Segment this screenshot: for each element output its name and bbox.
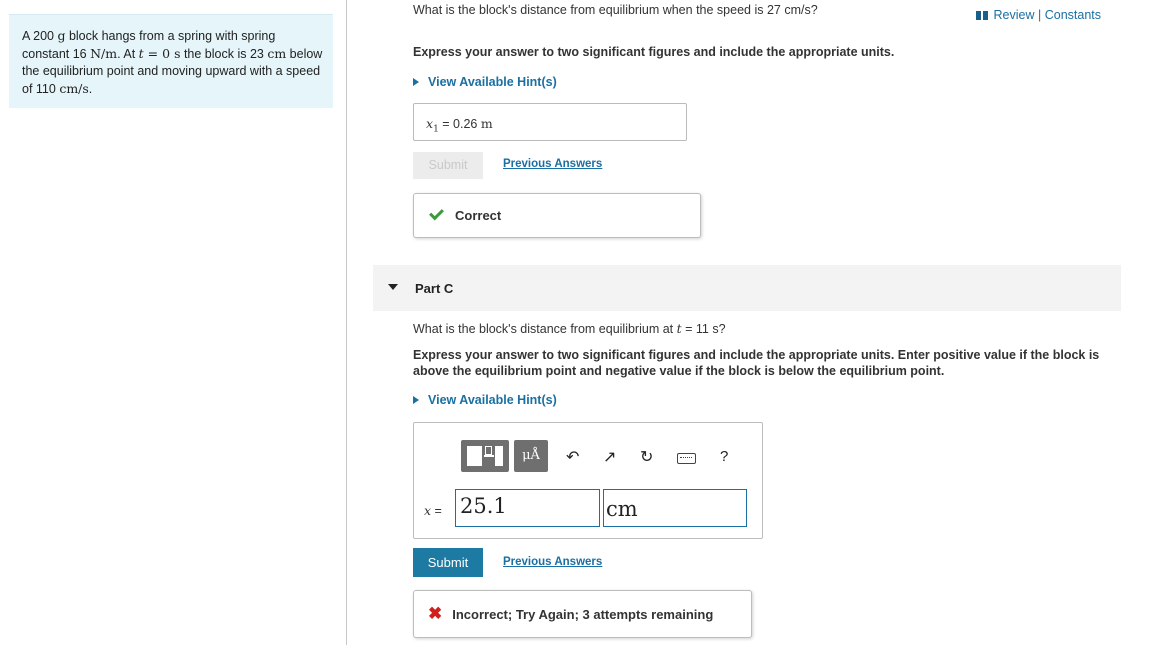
problem-statement: A 200 g block hangs from a spring with spring constant 16 N/m. At t = 0 s the block is 23 cm below the equilibrium point and moving upward with a speed of 110 cm/s. (9, 14, 333, 108)
caret-right-icon (413, 396, 419, 404)
panel-divider (346, 0, 347, 645)
redo-icon[interactable]: ↗ (603, 449, 617, 466)
checkmark-icon (429, 206, 444, 221)
part-c-feedback: ✖ Incorrect; Try Again; 3 attempts remaining (413, 590, 752, 638)
part-c-hint-toggle[interactable]: View Available Hint(s) (413, 393, 557, 407)
caret-right-icon (413, 78, 419, 86)
review-constants-link[interactable]: Review | Constants (976, 8, 1101, 22)
part-b-feedback: Correct (413, 193, 701, 238)
units-button[interactable]: μÅ (514, 440, 548, 472)
part-b-submit-button[interactable]: Submit (413, 152, 483, 179)
answer-variable-label: x = (424, 503, 442, 518)
part-b-answer-display: $x_1 = 0.26$ m (413, 103, 687, 141)
part-c-previous-answers-link[interactable]: Previous Answers (503, 556, 603, 568)
template-box-icon (467, 446, 482, 466)
part-c-submit-button[interactable]: Submit (413, 548, 483, 577)
reset-icon[interactable]: ↻ (640, 449, 654, 466)
undo-icon[interactable]: ↶ (566, 449, 580, 466)
help-icon[interactable]: ? (720, 448, 729, 465)
answer-unit-input[interactable]: cm (603, 489, 747, 527)
template-box-icon (495, 446, 503, 466)
fraction-bar-icon (484, 455, 494, 457)
part-b-instruction: Express your answer to two significant figures and include the appropriate units. (413, 45, 895, 59)
part-b-previous-answers-link[interactable]: Previous Answers (503, 158, 603, 170)
template-superscript-icon (485, 446, 492, 455)
keyboard-icon[interactable] (677, 453, 696, 464)
part-b-hint-toggle[interactable]: View Available Hint(s) (413, 75, 557, 89)
answer-value-input[interactable]: 25.1 (455, 489, 600, 527)
part-c-question: What is the block's distance from equilibrium at t = 11 s? (413, 321, 726, 336)
part-b-question-cut: What is the block's distance from equilibrium when the speed is 27 cm/s? (413, 3, 818, 17)
book-icon (976, 11, 988, 20)
caret-down-icon (388, 284, 398, 290)
templates-button[interactable] (461, 440, 509, 472)
answer-editor (413, 422, 763, 539)
x-icon: ✖ (428, 604, 443, 623)
part-c-instruction: Express your answer to two significant figures and include the appropriate units. Enter positive value if the block is above the equilibrium point and negative value if the block is below the equilibrium point. (413, 348, 1100, 378)
part-c-title: Part C (415, 281, 454, 296)
part-c-header[interactable] (373, 265, 1121, 311)
